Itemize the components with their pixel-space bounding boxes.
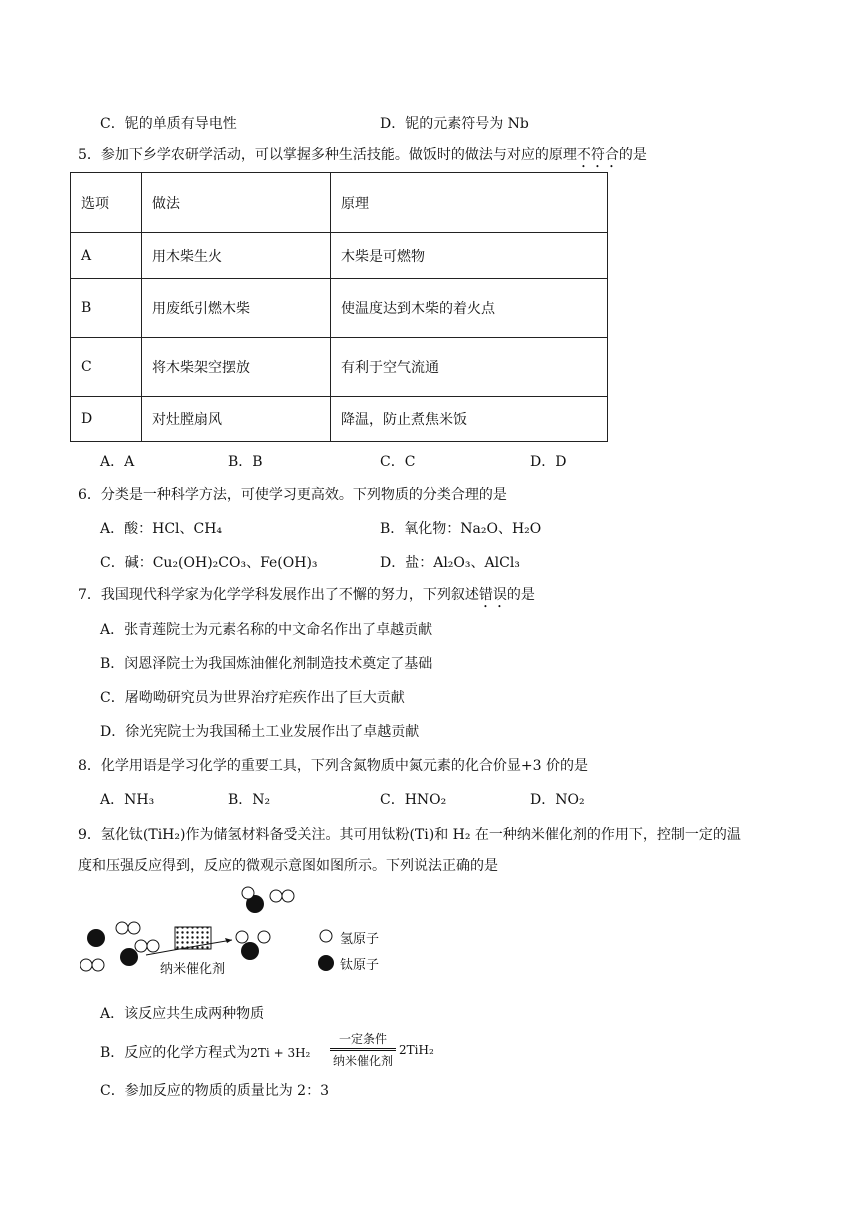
q5-emphasis: 不符合 [576,147,619,163]
q5-stem: 5．参加下乡学农研学活动，可以掌握多种生活技能。做饭时的做法与对应的原理不符合的是 [78,147,647,163]
q8-option-b: B．N₂ [228,792,271,808]
ti-atom-icon [87,929,105,947]
equation-right: 2TiH₂ [399,1043,434,1057]
q5-option-c: C．C [380,454,416,470]
q7-option-d: D．徐光宪院士为我国稀土工业发展作出了卓越贡献 [100,724,420,740]
table-cell: 木柴是可燃物 [331,233,608,279]
h-atom-icon [128,922,140,934]
table-cell: D [71,397,142,442]
h-atom-icon [320,930,332,942]
catalyst-label: 纳米催化剂 [160,962,226,977]
legend-hydrogen: 氢原子 [340,932,380,947]
table-header-row [71,173,608,233]
table-cell: 用木柴生火 [142,233,331,279]
q8-stem: 8．化学用语是学习化学的重要工具，下列含氮物质中氮元素的化合价显+3 价的是 [78,758,588,774]
table-cell: 有利于空气流通 [331,338,608,397]
h-atom-icon [135,940,147,952]
table-cell: 使温度达到木柴的着火点 [331,279,608,338]
table-cell: 用废纸引燃木柴 [142,279,331,338]
table-row [71,397,608,442]
h-atom-icon [242,887,254,899]
ti-atom-icon [241,942,259,960]
q7-option-a: A．张青莲院士为元素名称的中文命名作出了卓越贡献 [100,622,433,638]
table-cell: 对灶膛扇风 [142,397,331,442]
q5-table [70,172,608,442]
condition-bottom: 纳米催化剂 [330,1050,396,1069]
h-atom-icon [116,922,128,934]
ti-atom-icon [318,955,334,971]
q8-option-a: A．NH₃ [100,792,155,808]
q7-stem: 7．我国现代科学家为化学学科发展作出了不懈的努力，下列叙述错误的是 [78,587,535,603]
h-atom-icon [92,959,104,971]
legend-icons [318,928,334,972]
q9-option-a: A．该反应共生成两种物质 [100,1006,265,1022]
q5-option-b: B．B [228,454,263,470]
q4-option-c: C．铌的单质有导电性 [100,116,237,132]
q7-option-c: C．屠呦呦研究员为世界治疗疟疾作出了巨大贡献 [100,690,405,706]
table-header-cell: 选项 [71,173,142,233]
table-cell: C [71,338,142,397]
q6-option-b: B．氧化物：Na₂O、H₂O [380,521,542,537]
h-atom-icon [282,890,294,902]
h-atom-icon [147,940,159,952]
q8-option-d: D．NO₂ [530,792,585,808]
q6-option-d: D．盐：Al₂O₃、AlCl₃ [380,555,520,571]
q6-option-a: A．酸：HCl、CH₄ [100,521,223,537]
q9-stem-line2: 度和压强反应得到，反应的微观示意图如图所示。下列说法正确的是 [78,858,498,874]
table-cell: A [71,233,142,279]
table-cell: B [71,279,142,338]
table-cell: 将木柴架空摆放 [142,338,331,397]
q4-option-d: D．铌的元素符号为 Nb [380,116,529,132]
catalyst-box-icon [175,927,211,949]
reaction-condition [330,1030,396,1069]
q9-stem-line1: 9．氢化钛(TiH₂)作为储氢材料备受关注。其可用钛粉(Ti)和 H₂ 在一种纳米催化剂的作用下，控制一定的温 [78,827,741,843]
h-atom-icon [236,931,248,943]
q8-option-c: C．HNO₂ [380,792,447,808]
q7-option-b: B．闵恩泽院士为我国炼油催化剂制造技术奠定了基础 [100,656,433,672]
h-atom-icon [270,890,282,902]
q9-option-c: C．参加反应的物质的质量比为 2：3 [100,1083,329,1099]
legend-titanium: 钛原子 [340,958,380,973]
q9-option-b: B．反应的化学方程式为2Ti + 3H₂ [100,1045,311,1061]
table-row [71,279,608,338]
table-cell: 降温，防止煮焦米饭 [331,397,608,442]
equation-left: 2Ti + 3H₂ [250,1046,311,1060]
q7-emphasis: 错误 [478,587,507,603]
ti-atom-icon [120,948,138,966]
condition-top: 一定条件 [330,1030,396,1049]
table-header-cell: 原理 [331,173,608,233]
h-atom-icon [80,959,92,971]
q5-option-a: A．A [100,454,135,470]
q6-stem: 6．分类是一种科学方法，可使学习更高效。下列物质的分类合理的是 [78,487,507,503]
table-row [71,233,608,279]
q6-option-c: C．碱：Cu₂(OH)₂CO₃、Fe(OH)₃ [100,555,318,571]
table-row [71,338,608,397]
table-header-cell: 做法 [142,173,331,233]
q5-option-d: D．D [530,454,567,470]
h-atom-icon [258,931,270,943]
